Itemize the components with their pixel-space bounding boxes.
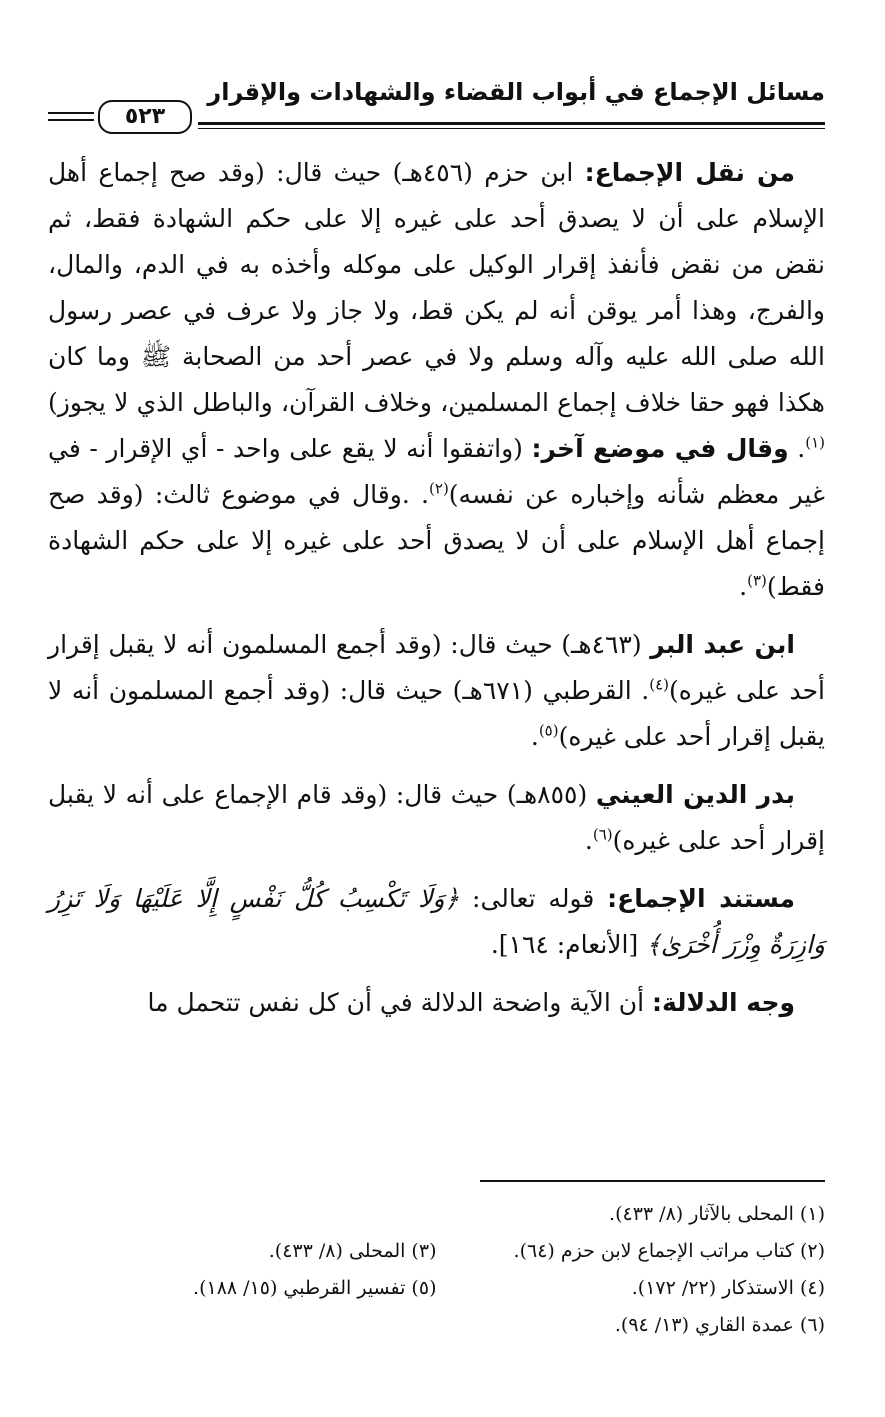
footnote-2: (٢) كتاب مراتب الإجماع لابن حزم (٦٤). <box>513 1240 825 1262</box>
page-number: ٥٢٣ <box>98 100 192 134</box>
text-run: أن الآية واضحة الدلالة في أن كل نفس تتحمل ما <box>147 988 653 1017</box>
footnote-row <box>48 1270 825 1307</box>
paragraph-lead: ابن عبد البر <box>650 630 795 659</box>
footnote-ref-1[interactable]: (١) <box>805 433 825 452</box>
footnote-ref-6[interactable]: (٦) <box>592 825 613 844</box>
text-run: (٤٦٣هـ) حيث قال: (وقد أجمع المسلمون أنه لا يقبل إقرار أحد على غيره) <box>48 630 825 705</box>
footnote-ref-4[interactable]: (٤) <box>649 675 670 694</box>
footnotes <box>48 1196 825 1344</box>
footnote-ref-3[interactable]: (٣) <box>747 571 767 590</box>
footnote-row <box>48 1307 825 1344</box>
text-run: (واتفقوا أنه لا يقع على واحد - أي الإقرار - في غير معظم شأنه وإخباره عن نفسه) <box>48 434 825 509</box>
quran-verse: ﴿وَلَا تَكْسِبُ كُلُّ نَفْسٍ إِلَّا عَلَيْهَا وَلَا تَزِرُ وَازِرَةٌ وِزْرَ أُخْرَىٰ﴾ <box>48 884 825 959</box>
paragraph-lead: وجه الدلالة: <box>652 988 795 1017</box>
text-run: . .وقال في موضوع ثالث: (وقد صح إجماع أهل الإسلام على أن لا يصدق أحد على غيره إلا على حكم الشهادة فقط) <box>48 480 825 601</box>
footnote-empty <box>48 1307 437 1344</box>
footnote-4: (٤) الاستذكار (٢٢/ ١٧٢). <box>631 1277 825 1299</box>
paragraph-lead: من نقل الإجماع: <box>584 158 795 187</box>
text-run: . <box>739 572 748 601</box>
text-run: (٨٥٥هـ) حيث قال: (وقد قام الإجماع على أنه لا يقبل إقرار أحد على غيره) <box>48 780 825 855</box>
running-title: مسائل الإجماع في أبواب القضاء والشهادات والإقرار <box>207 78 825 106</box>
paragraph-inference <box>48 980 825 1026</box>
paragraph-ibn-hazm <box>48 150 825 610</box>
text-run: قوله تعالى: <box>459 884 608 913</box>
footnote-ref-2[interactable]: (٢) <box>429 479 449 498</box>
footnote-ref-5[interactable]: (٥) <box>538 721 559 740</box>
footnote-6: (٦) عمدة القاري (١٣/ ٩٤). <box>614 1314 825 1336</box>
text-run: . <box>788 434 806 463</box>
footnote-5: (٥) تفسير القرطبي (١٥/ ١٨٨). <box>193 1277 437 1299</box>
paragraph-evidence <box>48 876 825 968</box>
verse-citation: [الأنعام: ١٦٤]. <box>490 930 647 959</box>
text-run: . القرطبي (٦٧١هـ) حيث قال: (وقد أجمع المسلمون أنه لا يقبل إقرار أحد على غيره) <box>48 676 825 751</box>
footnote-separator <box>480 1180 825 1182</box>
text-run: ابن حزم (٤٥٦هـ) حيث قال: (وقد صح إجماع أهل الإسلام على أن لا يصدق أحد على غيره إلا على حكم الشهادة فقط، ثم نقض من نقض فأنفذ إقرار الوكيل على موكله وأخذه به في الدم، والمال، والفرج، وهذا أمر يوقن أنه لم يكن قط، ولا جاز ولا عرف في عصر رسول الله صلى الله عليه وآله وسلم ولا في عصر أحد من الصحابة ﷺ وما كان هكذا فهو حقا خلاف إجماع المسلمين، وخلاف القرآن، والباطل الذي لا يجوز) <box>48 158 825 417</box>
footnote-row <box>48 1233 825 1270</box>
page-header <box>48 72 825 132</box>
main-text <box>48 150 825 1038</box>
footnote-3: (٣) المحلى (٨/ ٤٣٣). <box>268 1240 437 1262</box>
page-number-frame <box>48 100 198 132</box>
paragraph-lead: مستند الإجماع: <box>607 884 795 913</box>
bold-phrase: وقال في موضع آخر: <box>531 434 789 463</box>
footnote-row <box>48 1196 825 1233</box>
paragraph-lead: بدر الدين العيني <box>595 780 795 809</box>
paragraph-ibn-abd-al-barr <box>48 622 825 760</box>
text-run: . <box>530 722 539 751</box>
text-run: . <box>584 826 593 855</box>
ornament-lines <box>48 112 94 121</box>
footnote-1: (١) المحلى بالآثار (٨/ ٤٣٣). <box>609 1203 825 1225</box>
paragraph-al-ayni <box>48 772 825 864</box>
footnote-empty <box>48 1196 437 1233</box>
